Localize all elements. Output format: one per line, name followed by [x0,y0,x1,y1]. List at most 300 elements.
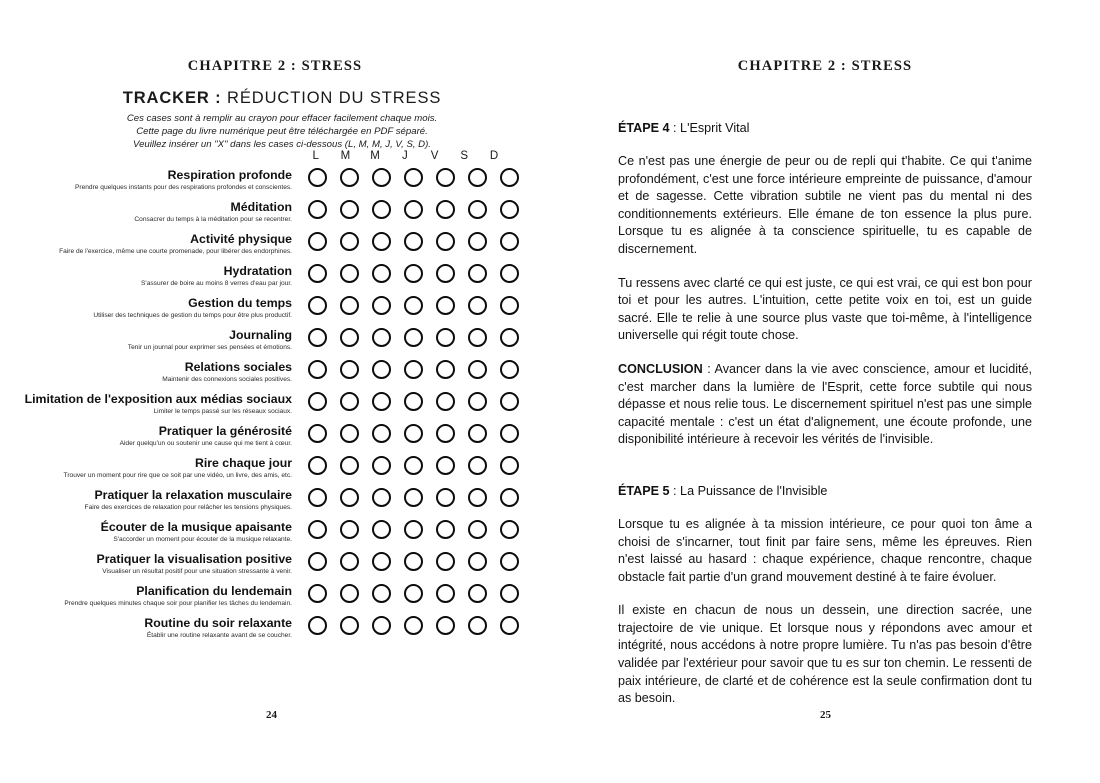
checkbox-circle-icon[interactable] [500,616,519,635]
tracker-row-description: Tenir un journal pour exprimer ses pensées et émotions. [127,344,292,351]
checkbox-circle-icon[interactable] [436,200,455,219]
etape-4-heading [618,120,1032,137]
checkbox-circle-icon[interactable] [372,520,391,539]
checkbox-circle-icon[interactable] [340,552,359,571]
checkbox-circle-icon[interactable] [468,424,487,443]
checkbox-circle-icon[interactable] [436,616,455,635]
tracker-cell[interactable] [365,168,397,187]
tracker-row [0,360,550,392]
tracker-row-title: Limitation de l'exposition aux médias sociaux [24,392,292,406]
checkbox-circle-icon[interactable] [372,488,391,507]
tracker-row [0,488,550,520]
checkbox-circle-icon[interactable] [436,584,455,603]
checkbox-circle-icon[interactable] [404,456,423,475]
checkbox-circle-icon[interactable] [308,264,327,283]
tracker-cell[interactable] [333,200,365,219]
tracker-cell[interactable] [429,616,461,635]
tracker-row-description: Prendre quelques minutes chaque soir pour planifier les tâches du lendemain. [64,600,292,607]
tracker-row-checkboxes [301,488,525,507]
tracker-cell[interactable] [397,616,429,635]
checkbox-circle-icon[interactable] [500,168,519,187]
tracker-cell[interactable] [333,488,365,507]
tracker-row-checkboxes [301,456,525,475]
tracker-cell[interactable] [301,296,333,315]
tracker-row-labels [22,360,292,384]
tracker-cell[interactable] [365,296,397,315]
tracker-cell[interactable] [493,168,525,187]
tracker-cell[interactable] [365,392,397,411]
tracker-cell[interactable] [429,232,461,251]
tracker-cell[interactable] [365,520,397,539]
tracker-instructions [14,112,550,152]
tracker-row-description: Établir une routine relaxante avant de se coucher. [146,632,292,639]
checkbox-circle-icon[interactable] [468,328,487,347]
checkbox-circle-icon[interactable] [500,456,519,475]
checkbox-circle-icon[interactable] [436,520,455,539]
tracker-cell[interactable] [397,328,429,347]
tracker-row-title: Relations sociales [184,360,292,374]
checkbox-circle-icon[interactable] [500,584,519,603]
checkbox-circle-icon[interactable] [340,392,359,411]
tracker-cell[interactable] [301,200,333,219]
tracker-row-labels [22,616,292,640]
checkbox-circle-icon[interactable] [372,584,391,603]
tracker-cell[interactable] [429,360,461,379]
tracker-row-description: S'assurer de boire au moins 8 verres d'eau par jour. [141,280,292,287]
tracker-cell[interactable] [461,264,493,283]
tracker-cell[interactable] [461,520,493,539]
tracker-row-checkboxes [301,296,525,315]
tracker-row [0,552,550,584]
tracker-row-labels [22,296,292,320]
checkbox-circle-icon[interactable] [372,296,391,315]
checkbox-circle-icon[interactable] [500,392,519,411]
tracker-cell[interactable] [493,456,525,475]
checkbox-circle-icon[interactable] [468,296,487,315]
checkbox-circle-icon[interactable] [340,584,359,603]
tracker-cell[interactable] [429,168,461,187]
checkbox-circle-icon[interactable] [340,456,359,475]
checkbox-circle-icon[interactable] [468,552,487,571]
checkbox-circle-icon[interactable] [308,616,327,635]
tracker-row [0,264,550,296]
tracker-cell[interactable] [493,296,525,315]
tracker-cell[interactable] [301,616,333,635]
paragraph-4: Il existe en chacun de nous un dessein, une direction sacrée, une trajectoire de vie unique. Et lorsque nous y répondons avec amour et intégrité, nous accédons à notre propre lumière. Tu n'as pas besoin d'être validée par l'extérieur pour savoir que tu es sur ton chemin. Le ressenti de paix intérieure, de clarté et de cohérence est la seule confirmation dont tu as besoin. [618,603,1032,706]
tracker-cell[interactable] [493,264,525,283]
checkbox-circle-icon[interactable] [308,488,327,507]
checkbox-circle-icon[interactable] [404,520,423,539]
tracker-cell[interactable] [461,360,493,379]
checkbox-circle-icon[interactable] [372,360,391,379]
tracker-cell[interactable] [365,616,397,635]
tracker-row-description: Consacrer du temps à la méditation pour se recentrer. [134,216,292,223]
checkbox-circle-icon[interactable] [308,456,327,475]
tracker-row-labels [22,520,292,544]
tracker-cell[interactable] [333,328,365,347]
tracker-row-description: Utiliser des techniques de gestion du temps pour être plus productif. [93,312,292,319]
checkbox-circle-icon[interactable] [308,232,327,251]
checkbox-circle-icon[interactable] [500,520,519,539]
checkbox-circle-icon[interactable] [308,296,327,315]
checkbox-circle-icon[interactable] [468,360,487,379]
etape-4-title: : L'Esprit Vital [669,121,750,135]
tracker-cell[interactable] [493,520,525,539]
checkbox-circle-icon[interactable] [436,424,455,443]
tracker-row-title: Méditation [230,200,292,214]
tracker-cell[interactable] [301,488,333,507]
tracker-cell[interactable] [397,424,429,443]
tracker-row [0,520,550,552]
tracker-cell[interactable] [301,520,333,539]
day-header-d: D [489,150,499,162]
tracker-cell[interactable] [301,552,333,571]
checkbox-circle-icon[interactable] [308,520,327,539]
tracker-cell[interactable] [301,360,333,379]
checkbox-circle-icon[interactable] [340,360,359,379]
tracker-cell[interactable] [397,264,429,283]
tracker-cell[interactable] [333,456,365,475]
tracker-row-title: Pratiquer la visualisation positive [96,552,292,566]
tracker-cell[interactable] [333,552,365,571]
tracker-cell[interactable] [333,616,365,635]
tracker-row-description: Faire des exercices de relaxation pour relâcher les tensions physiques. [84,504,292,511]
checkbox-circle-icon[interactable] [404,232,423,251]
tracker-row-checkboxes [301,552,525,571]
tracker-cell[interactable] [461,200,493,219]
checkbox-circle-icon[interactable] [404,488,423,507]
checkbox-circle-icon[interactable] [500,264,519,283]
checkbox-circle-icon[interactable] [468,456,487,475]
conclusion-label: CONCLUSION [618,361,703,376]
tracker-grid [0,168,550,648]
checkbox-circle-icon[interactable] [340,616,359,635]
checkbox-circle-icon[interactable] [468,200,487,219]
tracker-cell[interactable] [333,360,365,379]
checkbox-circle-icon[interactable] [500,328,519,347]
tracker-cell[interactable] [397,552,429,571]
tracker-cell[interactable] [365,328,397,347]
tracker-cell[interactable] [461,424,493,443]
tracker-cell[interactable] [429,488,461,507]
checkbox-circle-icon[interactable] [468,168,487,187]
checkbox-circle-icon[interactable] [468,584,487,603]
checkbox-circle-icon[interactable] [500,424,519,443]
etape-5-title: : La Puissance de l'Invisible [669,483,828,498]
tracker-cell[interactable] [493,232,525,251]
page-number-right: 25 [820,709,831,721]
tracker-cell[interactable] [429,328,461,347]
tracker-cell[interactable] [429,552,461,571]
checkbox-circle-icon[interactable] [468,232,487,251]
tracker-row-checkboxes [301,392,525,411]
tracker-cell[interactable] [397,296,429,315]
tracker-cell[interactable] [429,264,461,283]
day-header-j: J [401,150,409,162]
tracker-cell[interactable] [365,552,397,571]
tracker-note-line-1: Ces cases sont à remplir au crayon pour effacer facilement chaque mois. [126,113,438,124]
page-number-left: 24 [266,709,277,721]
tracker-cell[interactable] [397,456,429,475]
checkbox-circle-icon[interactable] [500,360,519,379]
checkbox-circle-icon[interactable] [308,328,327,347]
tracker-cell[interactable] [301,424,333,443]
checkbox-circle-icon[interactable] [436,360,455,379]
checkbox-circle-icon[interactable] [468,488,487,507]
tracker-cell[interactable] [429,296,461,315]
tracker-cell[interactable] [397,232,429,251]
checkbox-circle-icon[interactable] [372,264,391,283]
etape-4-label: ÉTAPE 4 [618,121,670,135]
tracker-row-checkboxes [301,328,525,347]
checkbox-circle-icon[interactable] [340,264,359,283]
checkbox-circle-icon[interactable] [500,296,519,315]
checkbox-circle-icon[interactable] [468,616,487,635]
tracker-cell[interactable] [493,552,525,571]
tracker-cell[interactable] [397,488,429,507]
tracker-cell[interactable] [493,360,525,379]
tracker-row [0,328,550,360]
checkbox-circle-icon[interactable] [404,264,423,283]
day-header-row [301,150,509,162]
checkbox-circle-icon[interactable] [372,168,391,187]
checkbox-circle-icon[interactable] [372,232,391,251]
tracker-cell[interactable] [493,616,525,635]
checkbox-circle-icon[interactable] [436,232,455,251]
tracker-cell[interactable] [333,584,365,603]
tracker-cell[interactable] [397,584,429,603]
checkbox-circle-icon[interactable] [308,424,327,443]
tracker-row [0,200,550,232]
checkbox-circle-icon[interactable] [340,520,359,539]
tracker-row-title: Respiration profonde [167,168,292,182]
tracker-cell[interactable] [397,360,429,379]
tracker-cell[interactable] [301,264,333,283]
tracker-cell[interactable] [333,392,365,411]
checkbox-circle-icon[interactable] [372,200,391,219]
checkbox-circle-icon[interactable] [404,296,423,315]
tracker-cell[interactable] [461,616,493,635]
checkbox-circle-icon[interactable] [372,616,391,635]
tracker-cell[interactable] [493,200,525,219]
checkbox-circle-icon[interactable] [308,360,327,379]
checkbox-circle-icon[interactable] [404,584,423,603]
chapter-running-head-left: CHAPITRE 2 : STRESS [187,58,363,74]
checkbox-circle-icon[interactable] [500,552,519,571]
tracker-cell[interactable] [429,424,461,443]
tracker-cell[interactable] [365,424,397,443]
chapter-running-head-right: CHAPITRE 2 : STRESS [737,58,913,74]
checkbox-circle-icon[interactable] [436,264,455,283]
tracker-cell[interactable] [493,488,525,507]
tracker-note-line-3: Veuillez insérer un "X" dans les cases ci-dessous (L, M, M, J, V, S, D). [133,139,431,151]
checkbox-circle-icon[interactable] [436,552,455,571]
checkbox-circle-icon[interactable] [436,456,455,475]
checkbox-circle-icon[interactable] [500,488,519,507]
tracker-cell[interactable] [397,168,429,187]
tracker-cell[interactable] [333,232,365,251]
tracker-cell[interactable] [461,296,493,315]
tracker-cell[interactable] [333,264,365,283]
checkbox-circle-icon[interactable] [500,232,519,251]
checkbox-circle-icon[interactable] [308,392,327,411]
tracker-cell[interactable] [333,168,365,187]
checkbox-circle-icon[interactable] [436,168,455,187]
checkbox-circle-icon[interactable] [340,296,359,315]
checkbox-circle-icon[interactable] [436,296,455,315]
tracker-cell[interactable] [333,520,365,539]
tracker-cell[interactable] [301,328,333,347]
checkbox-circle-icon[interactable] [404,360,423,379]
tracker-row-labels [22,424,292,448]
tracker-cell[interactable] [333,296,365,315]
tracker-row-description: S'accorder un moment pour écouter de la musique relaxante. [113,536,292,543]
checkbox-circle-icon[interactable] [372,456,391,475]
tracker-cell[interactable] [461,232,493,251]
conclusion-body: : Avancer dans la vie avec conscience, amour et lucidité, c'est marcher dans la lumière de l'Esprit, cette force subtile qui nous dépasse et nous relie tous. Le discernement spirituel n'est pas une simple capacité mentale : c'est un état d'alignement, une écoute profonde, une disponibilité intérieure à recevoir les vérités de l'invisible. [618,361,1032,447]
tracker-cell[interactable] [461,552,493,571]
tracker-row-checkboxes [301,360,525,379]
checkbox-circle-icon[interactable] [468,520,487,539]
tracker-row-labels [22,168,292,192]
checkbox-circle-icon[interactable] [308,168,327,187]
tracker-row [0,232,550,264]
tracker-title [14,89,550,108]
tracker-cell[interactable] [429,392,461,411]
paragraph-1: Ce n'est pas une énergie de peur ou de repli qui t'habite. Ce qui t'anime profondément, c'est une force intérieure empreinte de puissance, d'amour et de sagesse. Cette vibration subtile ne vient pas du mental ni des conditionnements extérieurs. Elle émane de ton essence la plus pure. Lorsque tu es alignée à ta conscience spirituelle, tu es capable de discernement. [618,154,1032,256]
tracker-row-checkboxes [301,520,525,539]
tracker-row-labels [22,232,292,256]
tracker-cell[interactable] [365,360,397,379]
tracker-row-description: Aider quelqu'un ou soutenir une cause qui me tient à cœur. [119,440,292,447]
checkbox-circle-icon[interactable] [500,200,519,219]
tracker-cell[interactable] [365,200,397,219]
checkbox-circle-icon[interactable] [404,328,423,347]
checkbox-circle-icon[interactable] [436,488,455,507]
tracker-cell[interactable] [461,328,493,347]
checkbox-circle-icon[interactable] [404,616,423,635]
tracker-row-checkboxes [301,584,525,603]
tracker-row-description: Faire de l'exercice, même une courte promenade, pour libérer des endorphines. [59,248,292,255]
checkbox-circle-icon[interactable] [436,392,455,411]
tracker-cell[interactable] [365,584,397,603]
tracker-row-title: Écouter de la musique apaisante [100,520,292,534]
checkbox-circle-icon[interactable] [372,552,391,571]
tracker-row-checkboxes [301,168,525,187]
tracker-cell[interactable] [429,200,461,219]
tracker-cell[interactable] [493,584,525,603]
tracker-cell[interactable] [301,168,333,187]
checkbox-circle-icon[interactable] [340,200,359,219]
tracker-cell[interactable] [365,232,397,251]
tracker-row-labels [22,264,292,288]
tracker-row-description: Trouver un moment pour rire que ce soit par une vidéo, un livre, des amis, etc. [63,472,292,479]
checkbox-circle-icon[interactable] [468,264,487,283]
right-page [550,0,1100,783]
etape-5-heading [618,483,1032,500]
tracker-cell[interactable] [397,200,429,219]
tracker-row-labels [22,328,292,352]
section-spacer [618,465,1032,483]
tracker-row-title: Rire chaque jour [194,456,292,470]
tracker-cell[interactable] [493,424,525,443]
checkbox-circle-icon[interactable] [372,392,391,411]
tracker-row-labels [22,392,292,416]
checkbox-circle-icon[interactable] [308,584,327,603]
tracker-row-checkboxes [301,264,525,283]
tracker-row-title: Journaling [229,328,292,342]
tracker-row-title: Activité physique [190,232,292,246]
tracker-row-checkboxes [301,424,525,443]
tracker-cell[interactable] [461,168,493,187]
tracker-cell[interactable] [365,264,397,283]
checkbox-circle-icon[interactable] [404,424,423,443]
checkbox-circle-icon[interactable] [372,424,391,443]
tracker-title-prefix: TRACKER : [122,89,222,107]
checkbox-circle-icon[interactable] [308,552,327,571]
tracker-cell[interactable] [301,456,333,475]
tracker-row [0,584,550,616]
day-header-m2: M [370,150,381,162]
tracker-cell[interactable] [493,328,525,347]
tracker-cell[interactable] [301,584,333,603]
tracker-cell[interactable] [461,488,493,507]
tracker-row-description: Visualiser un résultat positif pour une situation stressante à venir. [102,568,292,575]
tracker-cell[interactable] [461,456,493,475]
checkbox-circle-icon[interactable] [468,392,487,411]
tracker-cell[interactable] [429,520,461,539]
tracker-cell[interactable] [301,392,333,411]
tracker-cell[interactable] [397,392,429,411]
paragraph-2: Tu ressens avec clarté ce qui est juste, ce qui est vrai, ce qui est bon pour toi et pour les autres. L'intuition, cette petite voix en toi, est un guide sacré. Elle te relie à une source plus vaste que toi-même, à l'intelligence universelle qui régit toute chose. [618,275,1032,343]
tracker-cell[interactable] [461,392,493,411]
tracker-cell[interactable] [429,456,461,475]
tracker-row [0,168,550,200]
checkbox-circle-icon[interactable] [404,168,423,187]
checkbox-circle-icon[interactable] [340,168,359,187]
tracker-cell[interactable] [365,456,397,475]
tracker-row [0,616,550,648]
checkbox-circle-icon[interactable] [340,232,359,251]
checkbox-circle-icon[interactable] [436,328,455,347]
tracker-cell[interactable] [493,392,525,411]
checkbox-circle-icon[interactable] [340,488,359,507]
paragraph-3: Lorsque tu es alignée à ta mission intérieure, ce pour quoi ton âme a choisi de s'incarner, tout finit par faire sens, même les épreuves. Rien n'est laissé au hasard : chaque expérience, chaque rencontre, chaque obstacle fait partie d'un grand mouvement destiné à te faire évoluer. [618,516,1032,584]
tracker-cell[interactable] [461,584,493,603]
tracker-cell[interactable] [301,232,333,251]
tracker-cell[interactable] [365,488,397,507]
tracker-row-checkboxes [301,232,525,251]
checkbox-circle-icon[interactable] [404,552,423,571]
tracker-cell[interactable] [333,424,365,443]
day-header-l: L [312,150,320,162]
tracker-row-title: Hydratation [223,264,292,278]
tracker-cell[interactable] [429,584,461,603]
checkbox-circle-icon[interactable] [308,200,327,219]
tracker-row-title: Pratiquer la générosité [158,424,292,438]
tracker-row [0,392,550,424]
tracker-cell[interactable] [397,520,429,539]
day-header-v: V [430,150,439,162]
checkbox-circle-icon[interactable] [372,328,391,347]
checkbox-circle-icon[interactable] [404,200,423,219]
checkbox-circle-icon[interactable] [340,328,359,347]
checkbox-circle-icon[interactable] [404,392,423,411]
tracker-row-labels [22,584,292,608]
day-header-s: S [460,150,469,162]
tracker-row-description: Limiter le temps passé sur les réseaux sociaux. [153,408,292,415]
checkbox-circle-icon[interactable] [340,424,359,443]
